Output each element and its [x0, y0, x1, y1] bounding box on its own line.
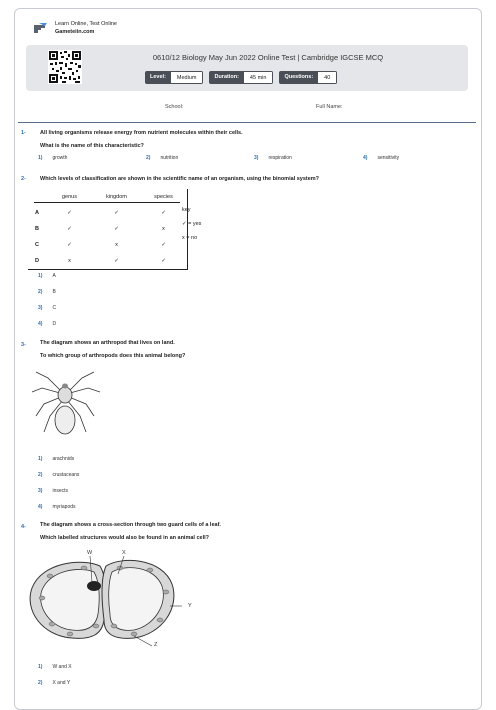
label-y: Y [188, 603, 192, 609]
col-header: kingdom [106, 194, 127, 200]
answer-option[interactable]: 4) sensitivity [363, 155, 400, 161]
answer-option[interactable]: 4) D [38, 321, 57, 327]
answer-option[interactable]: 3) insects [38, 488, 69, 494]
answer-option[interactable]: 1) arachnids [38, 456, 75, 462]
logo-icon [32, 22, 48, 36]
table-key: ✓ = yes [182, 221, 202, 227]
row-label: D [35, 258, 39, 264]
cell: ✓ [140, 205, 188, 221]
answer-option[interactable]: 2) X and Y [38, 680, 71, 686]
question-text: What is the name of this characteristic? [40, 143, 144, 149]
question-text: Which labelled structures would also be found in an animal cell? [40, 535, 209, 541]
answer-option[interactable]: 3) respiration [254, 155, 292, 161]
question-number: 2- [21, 176, 26, 182]
school-field: School: [165, 104, 184, 110]
answer-option[interactable]: 1) A [38, 273, 56, 279]
cell: ✓ [67, 242, 72, 248]
level-chip: Level: Medium [145, 71, 203, 84]
question-number: 3- [21, 342, 26, 348]
cell: ✓ [67, 226, 72, 232]
question-number: 4- [21, 524, 26, 530]
guard-cells-diagram [22, 548, 202, 652]
label-w: W [87, 550, 93, 556]
cell: ✓ [114, 210, 119, 216]
answer-option[interactable]: 1) W and X [38, 664, 72, 670]
table-key: key [182, 207, 191, 213]
answer-option[interactable]: 2) nutrition [146, 155, 179, 161]
question-text: To which group of arthropods does this animal belong? [40, 353, 186, 359]
answer-option[interactable]: 4) myriapods [38, 504, 76, 510]
brand-tagline: Learn Online, Test Online [55, 21, 117, 27]
answer-option[interactable]: 1) growth [38, 155, 68, 161]
col-header: species [140, 189, 188, 205]
test-title: 0610/12 Biology May Jun 2022 Online Test | Cambridge IGCSE MCQ [152, 53, 384, 62]
test-header [26, 45, 468, 91]
question-number: 1- [21, 130, 26, 136]
questions-chip: Questions: 40 [279, 71, 337, 84]
answer-option[interactable]: 3) C [38, 305, 57, 311]
label-z: Z [154, 642, 158, 648]
row-label: B [35, 226, 39, 232]
question-text: The diagram shows an arthropod that lives on land. [40, 340, 175, 346]
label-x: X [122, 550, 126, 556]
cell: x [140, 221, 188, 237]
cell: x [68, 258, 71, 264]
cell: ✓ [114, 226, 119, 232]
test-info-chips [145, 71, 337, 84]
table-key: x = no [182, 235, 198, 241]
spider-diagram [30, 366, 130, 446]
question-text: All living organisms release energy from nutrient molecules within their cells. [40, 130, 243, 136]
cell: ✓ [114, 258, 119, 264]
answer-option[interactable]: 2) B [38, 289, 56, 295]
brand-site[interactable]: Gameteiin.com [55, 29, 95, 35]
question-text: The diagram shows a cross-section through two guard cells of a leaf. [40, 522, 221, 528]
cell: x [115, 242, 118, 248]
answer-option[interactable]: 2) crustaceans [38, 472, 80, 478]
table-rule [34, 202, 180, 203]
brand [55, 20, 117, 36]
duration-chip: Duration: 45 min [209, 71, 273, 84]
cell: ✓ [140, 253, 188, 270]
row-label: C [35, 242, 39, 248]
cell: ✓ [67, 210, 72, 216]
full-name-field: Full Name: [316, 104, 343, 110]
divider [18, 122, 476, 123]
row-label: A [35, 210, 39, 216]
question-text: Which levels of classification are shown in the scientific name of an organism, using the binomial system? [40, 176, 320, 182]
cell: ✓ [140, 237, 188, 253]
col-header: genus [62, 194, 77, 200]
